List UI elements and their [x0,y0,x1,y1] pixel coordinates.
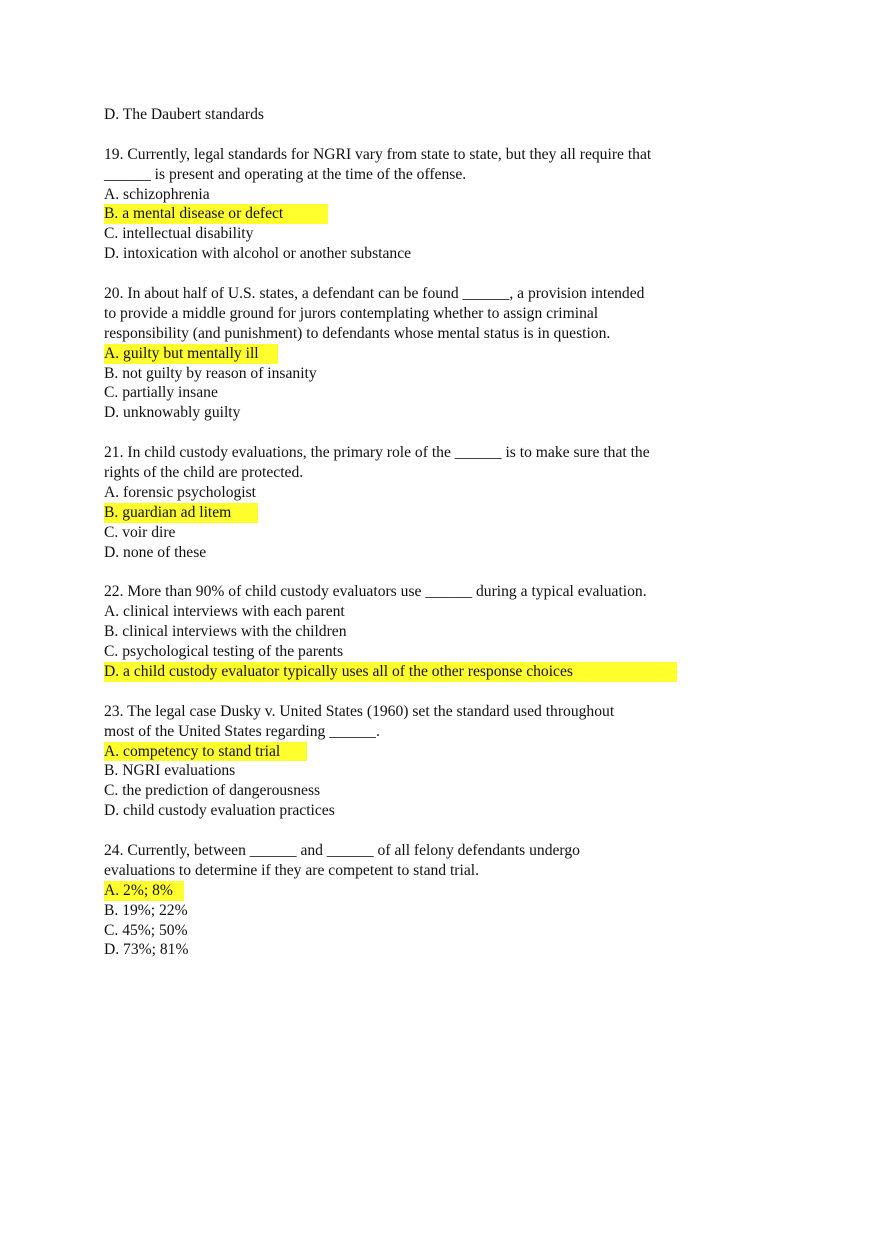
question-21 [104,443,744,562]
spacer [104,821,744,841]
answer-option: D. intoxication with alcohol or another substance [104,245,412,263]
quiz-content [104,105,744,960]
answer-option: D. none of these [104,543,207,561]
answer-option: B. 19%; 22% [104,901,188,919]
question-19 [104,145,744,264]
correct-answer-highlight: A. competency to stand trial [104,742,307,762]
question-24 [104,841,744,960]
question-stem-line: responsibility (and punishment) to defendants whose mental status is in question. [104,324,611,342]
question-stem-line: ______ is present and operating at the time of the offense. [104,165,467,183]
question-stem-line: 24. Currently, between ______ and ______ of all felony defendants undergo [104,841,580,859]
answer-option: C. psychological testing of the parents [104,643,344,661]
spacer [104,125,744,145]
question-stem-line: 23. The legal case Dusky v. United States (1960) set the standard used throughout [104,702,615,720]
answer-option-correct [104,742,744,762]
answer-option: B. clinical interviews with the children [104,623,347,641]
answer-option: C. voir dire [104,523,176,541]
answer-option: A. schizophrenia [104,185,210,203]
answer-option: B. NGRI evaluations [104,762,236,780]
correct-answer-highlight: D. a child custody evaluator typically uses all of the other response choices [104,662,677,682]
spacer [104,423,744,443]
correct-answer-highlight: A. 2%; 8% [104,881,184,901]
question-22 [104,582,744,681]
answer-option: C. 45%; 50% [104,921,188,939]
spacer [104,562,744,582]
question-stem-line: 19. Currently, legal standards for NGRI vary from state to state, but they all require that [104,145,652,163]
previous-question-option: D. The Daubert standards [104,106,264,123]
answer-option-correct [104,204,744,224]
answer-option: A. forensic psychologist [104,483,257,501]
answer-option: A. clinical interviews with each parent [104,603,345,621]
correct-answer-highlight: A. guilty but mentally ill [104,344,278,364]
answer-option-correct [104,344,744,364]
correct-answer-highlight: B. a mental disease or defect [104,204,328,224]
question-stem-line: most of the United States regarding ______. [104,722,380,740]
question-stem-line: rights of the child are protected. [104,464,304,482]
answer-option-correct [104,881,744,901]
answer-option: B. not guilty by reason of insanity [104,364,317,382]
answer-option: D. child custody evaluation practices [104,802,335,820]
answer-option: D. 73%; 81% [104,941,189,959]
answer-option-correct [104,662,744,682]
answer-option: C. partially insane [104,384,218,402]
question-stem-line: to provide a middle ground for jurors contemplating whether to assign criminal [104,304,599,322]
answer-option: D. unknowably guilty [104,404,241,422]
question-stem-line: 20. In about half of U.S. states, a defendant can be found ______, a provision intended [104,285,645,303]
question-stem-line: 21. In child custody evaluations, the primary role of the ______ is to make sure that the [104,444,650,462]
question-stem-line: 22. More than 90% of child custody evaluators use ______ during a typical evaluation. [104,583,647,601]
question-stem-line: evaluations to determine if they are competent to stand trial. [104,861,479,879]
spacer [104,682,744,702]
correct-answer-highlight: B. guardian ad litem [104,503,258,523]
answer-option-correct [104,503,744,523]
answer-option: C. the prediction of dangerousness [104,782,321,800]
answer-option: C. intellectual disability [104,225,254,243]
spacer [104,264,744,284]
question-20 [104,284,744,423]
question-23 [104,702,744,821]
